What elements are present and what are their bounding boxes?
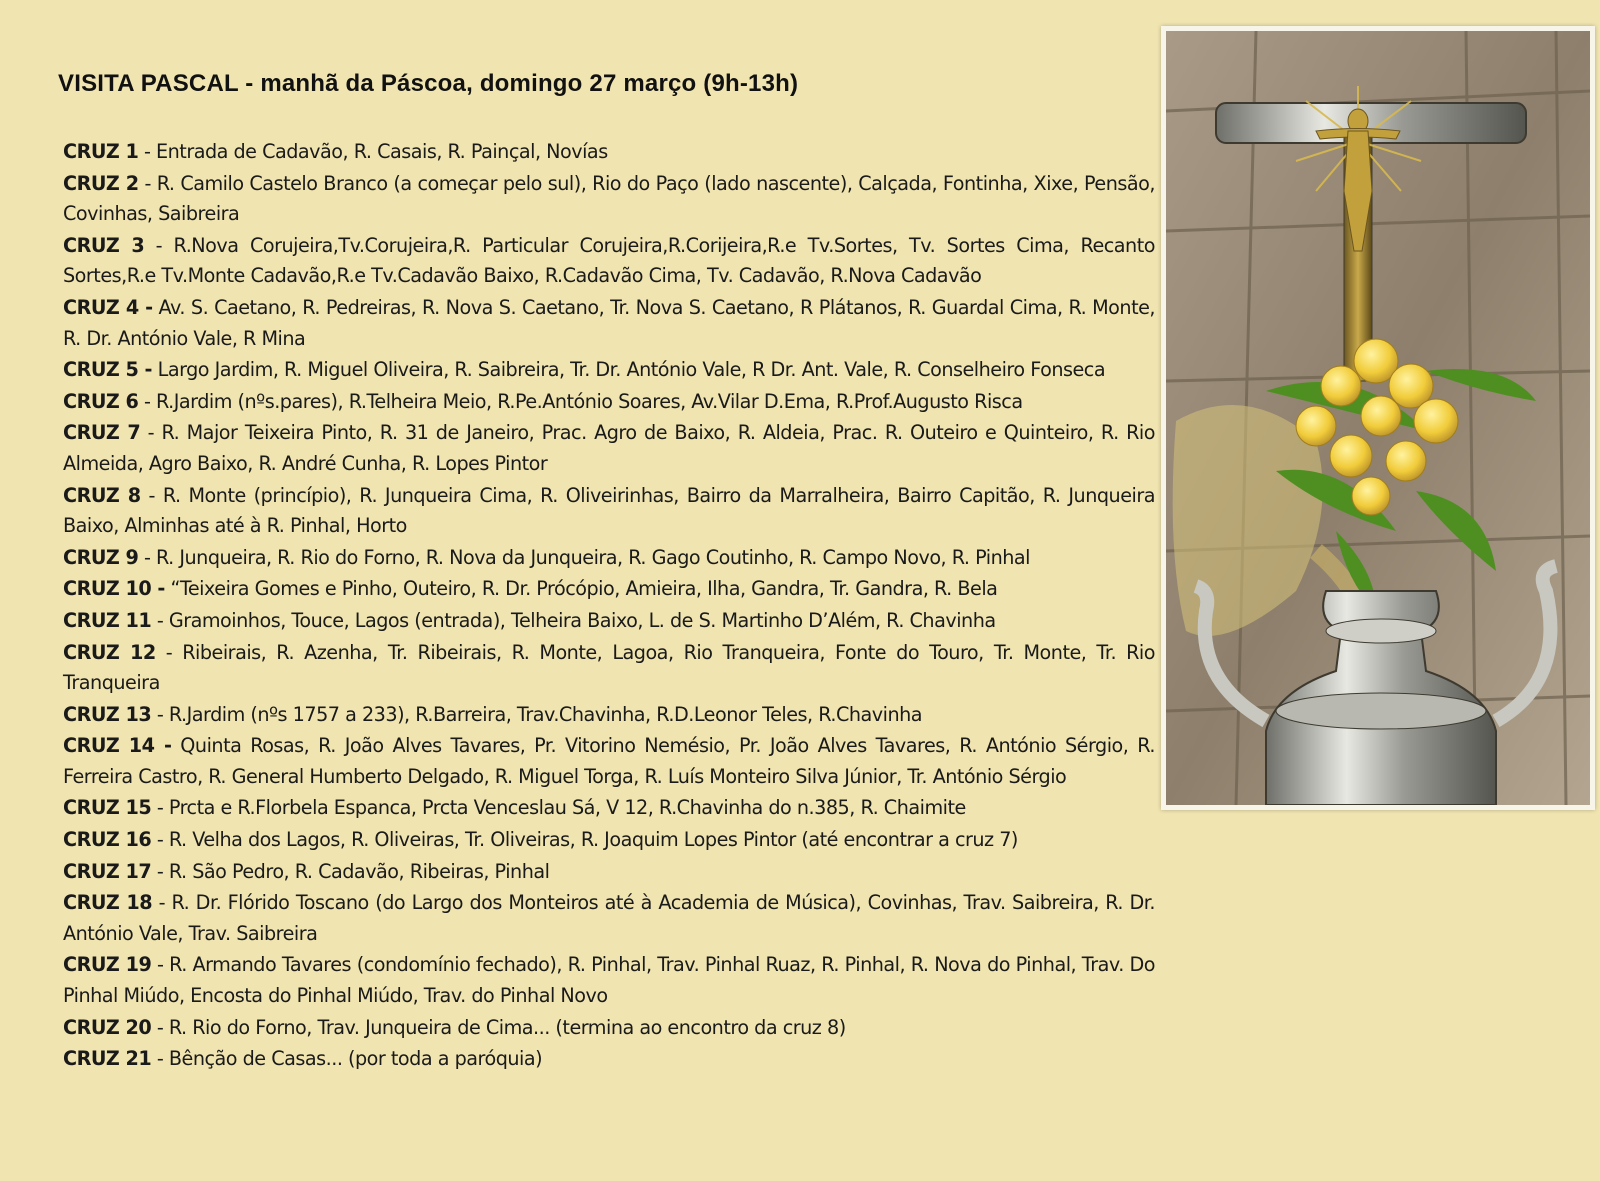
cross-route-text: Quinta Rosas, R. João Alves Tavares, Pr. Vitorino Nemésio, Pr. João Alves Tavares, R. António Sérgio, R. Ferreira Castro, R. General Humberto Delgado, R. Miguel Torga, R. Luís Monteiro Silva Júnior, Tr. António Sérgio bbox=[63, 734, 1156, 788]
cross-route-text: - Ribeirais, R. Azenha, Tr. Ribeirais, R. Monte, Lagoa, Rio Tranqueira, Fonte do Touro, Tr. Monte, Tr. Rio Tranqueira bbox=[63, 640, 1155, 695]
cross-route-text: Av. S. Caetano, R. Pedreiras, R. Nova S. Caetano, Tr. Nova S. Caetano, R Plátanos, R. Guardal Cima, R. Monte, R. Dr. António Vale, R Mina bbox=[63, 295, 1155, 350]
cross-label: CRUZ 12 bbox=[63, 640, 156, 664]
cross-route-text: - R.Jardim (nºs.pares), R.Telheira Meio, R.Pe.António Soares, Av.Vilar D.Ema, R.Prof.Augusto Risca bbox=[138, 389, 1023, 413]
cross-route-text: - Gramoinhos, Touce, Lagos (entrada), Telheira Baixo, L. de S. Martinho D’Além, R. Chavinha bbox=[151, 608, 996, 632]
cross-route-item bbox=[63, 293, 1155, 354]
cross-label: CRUZ 6 bbox=[63, 389, 139, 413]
cross-label: CRUZ 10 - bbox=[63, 577, 165, 601]
cross-label: CRUZ 2 bbox=[63, 171, 139, 195]
cross-route-text: - R. Junqueira, R. Rio do Forno, R. Nova da Junqueira, R. Gago Coutinho, R. Campo Novo, R. Pinhal bbox=[138, 545, 1030, 569]
cross-label: CRUZ 20 bbox=[63, 1015, 152, 1039]
cross-route-list bbox=[63, 137, 1155, 1076]
cross-label: CRUZ 14 - bbox=[63, 734, 172, 758]
cross-label: CRUZ 1 bbox=[63, 140, 139, 163]
cross-route-item bbox=[63, 888, 1155, 949]
cross-route-text: - R.Jardim (nºs 1757 a 233), R.Barreira, Trav.Chavinha, R.D.Leonor Teles, R.Chavinha bbox=[151, 702, 923, 726]
cross-label: CRUZ 3 bbox=[63, 233, 145, 257]
cross-route-text: - Bênção de Casas... (por toda a paróquia) bbox=[151, 1047, 543, 1071]
cross-label: CRUZ 18 bbox=[63, 891, 153, 915]
cross-route-item bbox=[63, 543, 1155, 574]
cross-route-item bbox=[63, 857, 1155, 888]
page-title: VISITA PASCAL - manhã da Páscoa, domingo 27 março (9h-13h) bbox=[58, 70, 799, 97]
cross-route-item bbox=[63, 574, 1155, 605]
cross-route-item bbox=[63, 700, 1155, 731]
cross-route-text: - R. Monte (princípio), R. Junqueira Cima, R. Oliveirinhas, Bairro da Marralheira, Bairro Capitão, R. Junqueira Baixo, Alminhas até à R. Pinhal, Horto bbox=[63, 483, 1155, 538]
cross-route-text: - R. Rio do Forno, Trav. Junqueira de Cima... (termina ao encontro da cruz 8) bbox=[151, 1015, 846, 1039]
cross-route-item bbox=[63, 825, 1155, 856]
cross-route-text: - Prcta e R.Florbela Espanca, Prcta Venceslau Sá, V 12, R.Chavinha do n.385, R. Chaimite bbox=[151, 796, 966, 820]
cross-route-item bbox=[63, 793, 1155, 824]
cross-route-item bbox=[63, 1044, 1155, 1075]
cross-route-text: - R. São Pedro, R. Cadavão, Ribeiras, Pinhal bbox=[151, 859, 550, 883]
cross-route-item bbox=[63, 1013, 1155, 1044]
cross-route-item bbox=[63, 418, 1155, 479]
cross-label: CRUZ 11 bbox=[63, 608, 152, 632]
cross-route-item bbox=[63, 638, 1155, 699]
cross-label: CRUZ 19 bbox=[63, 953, 152, 977]
cross-label: CRUZ 9 bbox=[63, 545, 139, 569]
cross-label: CRUZ 4 - bbox=[63, 295, 153, 319]
cross-label: CRUZ 21 bbox=[63, 1047, 152, 1071]
cross-route-text: - R. Major Teixeira Pinto, R. 31 de Janeiro, Prac. Agro de Baixo, R. Aldeia, Prac. R. Outeiro e Quinteiro, R. Rio Almeida, Agro Baixo, R. André Cunha, R. Lopes Pintor bbox=[63, 421, 1155, 475]
cross-route-item bbox=[63, 731, 1155, 792]
cross-route-text: - R. Armando Tavares (condomínio fechado), R. Pinhal, Trav. Pinhal Ruaz, R. Pinhal, R. Nova do Pinhal, Trav. Do Pinhal Miúdo, Encosta do Pinhal Miúdo, Trav. do Pinhal Novo bbox=[63, 953, 1155, 1008]
cross-route-item bbox=[63, 137, 1155, 168]
cross-route-item bbox=[63, 169, 1155, 230]
cross-route-text: - R. Dr. Flórido Toscano (do Largo dos Monteiros até à Academia de Música), Covinhas, Trav. Saibreira, R. Dr. António Vale, Trav. Saibreira bbox=[63, 891, 1155, 945]
cross-label: CRUZ 8 bbox=[63, 483, 141, 507]
cross-route-text: - R. Velha dos Lagos, R. Oliveiras, Tr. Oliveiras, R. Joaquim Lopes Pintor (até encontrar a cruz 7) bbox=[151, 828, 1018, 852]
cross-label: CRUZ 17 bbox=[63, 859, 152, 883]
cross-route-item bbox=[63, 606, 1155, 637]
cross-route-text: “Teixeira Gomes e Pinho, Outeiro, R. Dr. Prócópio, Amieira, Ilha, Gandra, Tr. Gandra, R. Bela bbox=[164, 577, 998, 601]
cross-label: CRUZ 15 bbox=[63, 796, 152, 820]
cross-label: CRUZ 5 - bbox=[63, 358, 153, 382]
cross-route-item bbox=[63, 355, 1155, 386]
cross-route-item bbox=[63, 387, 1155, 418]
cross-label: CRUZ 16 bbox=[63, 828, 152, 852]
cross-label: CRUZ 13 bbox=[63, 702, 152, 726]
easter-cross-photo bbox=[1161, 26, 1595, 810]
cross-route-text: - Entrada de Cadavão, R. Casais, R. Painçal, Novías bbox=[138, 140, 608, 163]
cross-route-item bbox=[63, 950, 1155, 1011]
cross-label: CRUZ 7 bbox=[63, 421, 141, 445]
cross-route-text: - R.Nova Corujeira,Tv.Corujeira,R. Particular Corujeira,R.Corijeira,R.e Tv.Sortes, Tv. Sortes Cima, Recanto Sortes,R.e Tv.Monte Cadavão,R.e Tv.Cadavão Baixo, R.Cadavão Cima, Tv. Cadavão, R.Nova Cadavão bbox=[63, 233, 1155, 288]
cross-route-item bbox=[63, 481, 1155, 542]
cross-route-text: Largo Jardim, R. Miguel Oliveira, R. Saibreira, Tr. Dr. António Vale, R Dr. Ant. Vale, R. Conselheiro Fonseca bbox=[152, 358, 1106, 382]
cross-route-item bbox=[63, 231, 1155, 292]
cross-route-text: - R. Camilo Castelo Branco (a começar pelo sul), Rio do Paço (lado nascente), Calçada, Fontinha, Xixe, Pensão, Covinhas, Saibreira bbox=[63, 171, 1155, 226]
